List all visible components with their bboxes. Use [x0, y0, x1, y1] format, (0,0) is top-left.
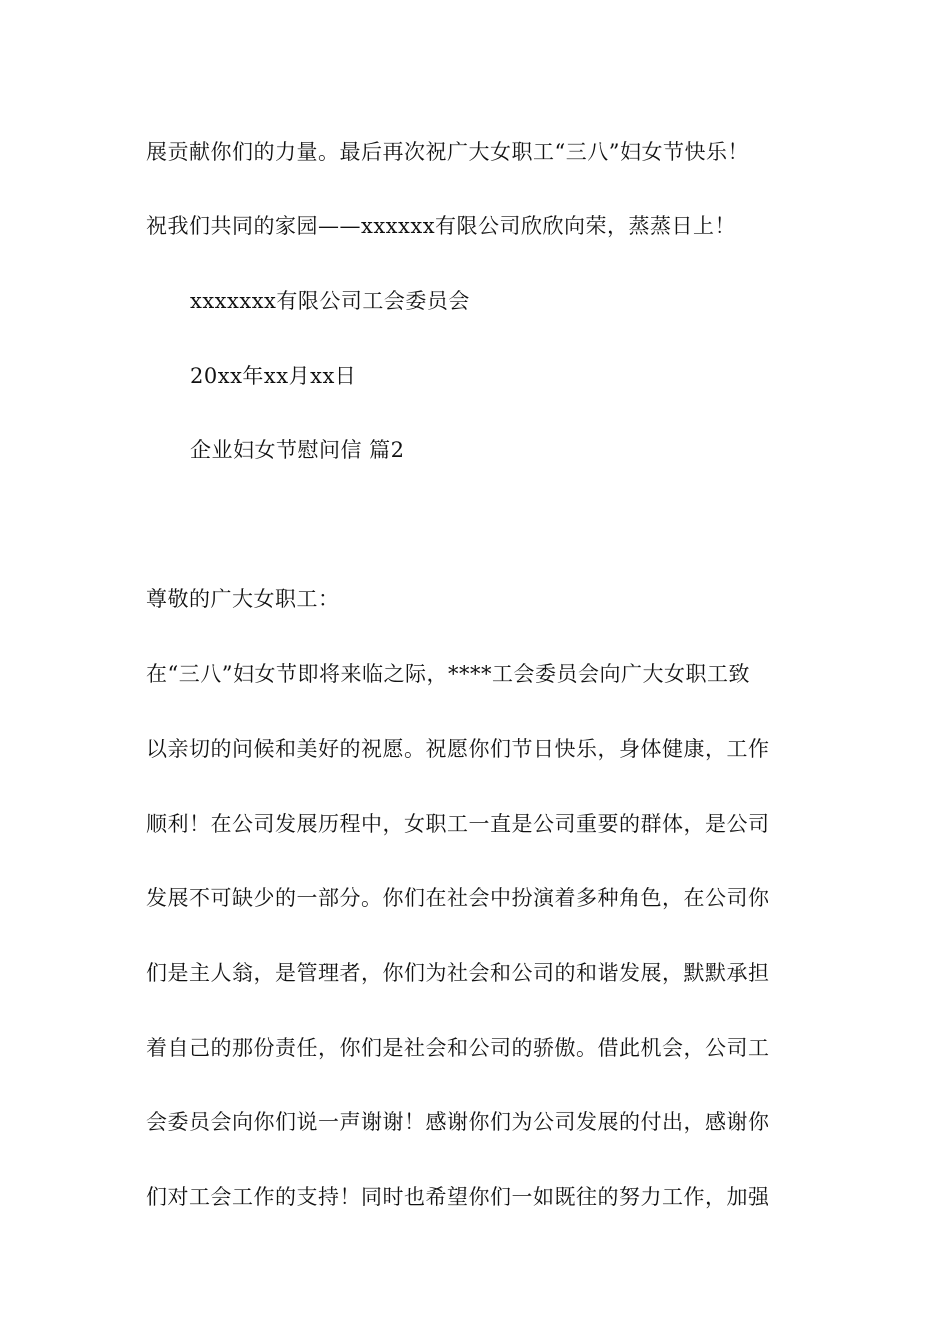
body-line-2: 以亲切的问候和美好的祝愿。祝愿你们节日快乐，身体健康，工作	[146, 737, 770, 761]
signature-date: 20xx年xx月xx日	[190, 364, 357, 388]
signature-organization: xxxxxxx有限公司工会委员会	[190, 289, 470, 313]
body-line-8: 们对工会工作的支持！同时也希望你们一如既往的努力工作，加强	[146, 1185, 770, 1209]
body-line-5: 们是主人翁，是管理者，你们为社会和公司的和谐发展，默默承担	[146, 961, 770, 985]
paragraph-line-company-wish: 祝我们共同的家园——xxxxxx有限公司欣欣向荣，蒸蒸日上！	[146, 214, 737, 238]
paragraph-line-closing-wishes: 展贡献你们的力量。最后再次祝广大女职工“三八”妇女节快乐！	[146, 140, 749, 164]
section-title: 企业妇女节慰问信 篇2	[190, 438, 405, 462]
body-line-6: 着自己的那份责任，你们是社会和公司的骄傲。借此机会，公司工	[146, 1036, 770, 1060]
letter-salutation: 尊敬的广大女职工：	[146, 587, 340, 611]
body-line-3: 顺利！在公司发展历程中，女职工一直是公司重要的群体，是公司	[146, 812, 770, 836]
body-line-7: 会委员会向你们说一声谢谢！感谢你们为公司发展的付出，感谢你	[146, 1110, 770, 1134]
body-line-4: 发展不可缺少的一部分。你们在社会中扮演着多种角色，在公司你	[146, 886, 770, 910]
body-line-1: 在“三八”妇女节即将来临之际，****工会委员会向广大女职工致	[146, 662, 750, 686]
